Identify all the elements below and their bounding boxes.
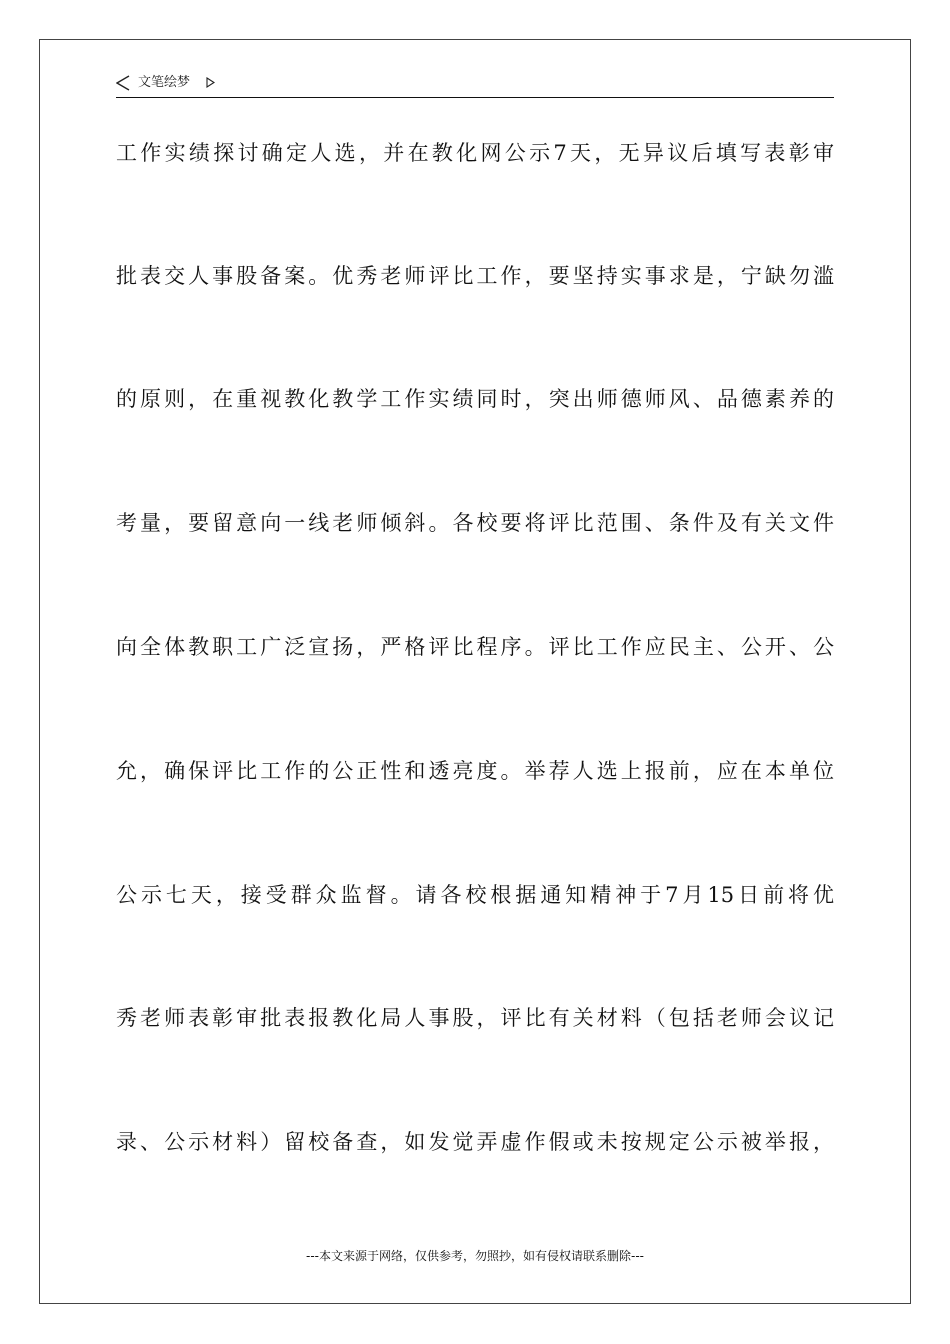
body-line-2: 批表交人事股备案。优秀老师评比工作，要坚持实事求是，宁缺勿滥: [116, 264, 834, 288]
body-line-5: 向全体教职工广泛宣扬，严格评比程序。评比工作应民主、公开、公: [116, 635, 834, 659]
triangle-left-outline-icon: [116, 75, 130, 91]
page-frame: [39, 39, 911, 1304]
body-line-6: 允，确保评比工作的公正性和透亮度。举荐人选上报前，应在本单位: [116, 759, 834, 783]
body-line-4: 考量，要留意向一线老师倾斜。各校要将评比范围、条件及有关文件: [116, 511, 834, 535]
page-header: [116, 74, 834, 98]
footer-disclaimer: ---本文来源于网络，仅供参考，勿照抄，如有侵权请联系删除---: [306, 1249, 644, 1263]
header-title: 文笔绘梦: [138, 75, 191, 90]
body-line-9: 录、公示材料）留校备查，如发觉弄虚作假或未按规定公示被举报，: [116, 1130, 834, 1154]
body-line-7: 公示七天，接受群众监督。请各校根据通知精神于7月15日前将优: [116, 883, 834, 907]
triangle-right-outline-icon: [206, 77, 215, 88]
body-line-3: 的原则，在重视教化教学工作实绩同时，突出师德师风、品德素养的: [116, 387, 834, 411]
body-line-8: 秀老师表彰审批表报教化局人事股，评比有关材料（包括老师会议记: [116, 1006, 834, 1030]
body-line-1: 工作实绩探讨确定人选，并在教化网公示7天，无异议后填写表彰审: [116, 141, 834, 165]
